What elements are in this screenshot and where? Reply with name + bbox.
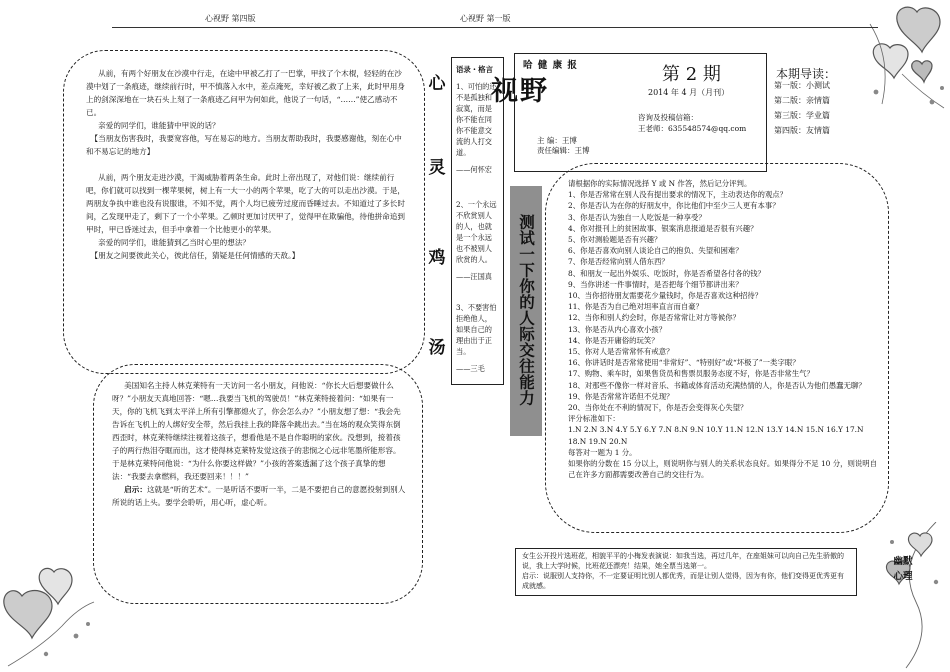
- quiz-question: 18、对那些不像你一样对音乐、书籍或体育活动充满热情的人，你是否认为他们愚蠢无聊？: [568, 380, 866, 390]
- masthead-slogan: 哈 健 康 报: [523, 60, 578, 71]
- quiz-question: 20、当你处在不利的情况下，你是否会变得灰心失望？: [568, 403, 748, 413]
- quiz-question: 5、你对测验题是否有兴趣？: [568, 235, 662, 245]
- quiz-question: 15、你对人是否常常怀有戒意？: [568, 347, 674, 357]
- story2-moral: [112, 483, 408, 509]
- humor-moral: 启示：说服别人支持你，不一定要证明比别人都优秀，而是让别人觉得，因为有你，他们变得更优秀更有成就感。: [522, 572, 844, 590]
- guide-item-1: 第一版：小测试: [774, 81, 830, 90]
- left-page-header: 心视野 第四版: [205, 14, 256, 23]
- quote-3-text: 3、不要害怕拒绝他人，如果自己的理由出于正当。: [456, 303, 497, 356]
- quote-2-author: ——汪国真: [456, 272, 492, 281]
- quiz-question: 12、当你和别人约会时，你是否常常让对方等候你？: [568, 313, 741, 323]
- guide-item-4: 第四版：友情篇: [774, 126, 830, 135]
- story2-moral-label: 启示：: [124, 485, 147, 494]
- story-box-1: [63, 50, 425, 374]
- story1-paragraph-1: 从前，有两个好朋友在沙漠中行走，在途中甲被乙打了一巴掌，甲找了个木棍，轻轻的在沙漠中划了一条痕迹，继续前行时，甲不慎落入水中，差点淹死，幸好被乙救了上来，此时甲用身上的剑深深地在一块石头上刻了一条痕迹乙问甲为何如此，他说了一句话，“……”使乙感动不已。: [86, 69, 405, 117]
- soup-char-1: 心: [428, 74, 446, 94]
- guide-item-3: 第三版：学业篇: [774, 111, 830, 120]
- contact-email: 王老师：635548574@qq.com: [638, 124, 747, 133]
- quiz-intro: 请根据你的实际情况选择 Y 或 N 作答，然后记分评判。: [568, 179, 752, 188]
- chief-editor: 主 编：王博: [537, 136, 577, 145]
- issue-date: 2014 年 4 月（月刊）: [648, 88, 730, 97]
- quiz-result: 如果你的分数在 15 分以上，则说明你与别人的关系状态良好。如果得分不足 10 分，则说明自己在许多方面都需要改善自己的交往行为。: [568, 459, 878, 480]
- quote-3-author: ——三毛: [456, 364, 485, 373]
- quiz-question: 4、你对报刊上的贫困故事、银案消息报道是否很有兴趣？: [568, 223, 758, 233]
- quiz-question: 3、你是否认为独自一人吃饭是一种享受？: [568, 212, 706, 222]
- masthead-title: 视野: [491, 76, 549, 107]
- responsible-editor: 责任编辑：王博: [537, 146, 590, 155]
- quiz-scoring-key: 1.N 2.N 3.N 4.Y 5.Y 6.Y 7.N 8.N 9.N 10.Y 11.N 12.N 13.Y 14.N 15.N 16.Y 17.N 18.N 19.N 20.N: [568, 425, 864, 446]
- quiz-question: 2、你是否认为在你的好朋友中，你比他们中至少三人更有本事？: [568, 201, 780, 211]
- right-page-header: 心视野 第一版: [460, 14, 511, 23]
- quiz-question: 8、和朋友一起出外娱乐、吃饭时，你是否希望各付各的钱？: [568, 268, 765, 278]
- quiz-question: 19、你是否常常许诺但不兑现？: [568, 391, 674, 401]
- header-rule: [112, 27, 878, 28]
- story2-paragraph: 美国知名主持人林克莱特有一天访问一名小朋友，问他说：“你长大后想要做什么呀？”小朋友天真地回答：“嗯…我要当飞机的驾驶员！”林克莱特接着问：“如果有一天，你的飞机飞到太平洋上所有引擎都熄火了，你会怎么办？”小朋友想了想：“我会先告诉在飞机上的人绑好安全带，然后我挂上我的降落伞跳出去。”当在场的观众笑得东倒西歪时，林克莱特继续注视着这孩子，想看他是不是自作聪明的家伙。没想到，接着孩子的两行热泪夺眶而出，这才使得林克莱特发觉这孩子的悲悯之心远非笔墨所能形容。于是林克莱特问他说：“为什么你要这样做？”小孩的答案透漏了这个孩子真挚的想法：“我要去拿燃料，我还要回来！！！”: [112, 381, 401, 481]
- quote-1-text: 1、可怕的还不是孤独和寂寞，而是你不能在同你不能意交流的人打交道。: [456, 82, 497, 157]
- quiz-title-bar: [510, 186, 542, 436]
- quotes-heading: 语录・格言: [456, 65, 493, 74]
- soup-char-3: 鸡: [428, 248, 446, 268]
- story1-answer-1: 【当朋友伤害我时，我要宽容他，写在易忘的地方。当朋友帮助我时，我要感谢他，刻在心中和不易忘记的地方】: [86, 134, 402, 156]
- quiz-question: 9、当你讲述一件事情时，是否把每个细节都讲出来？: [568, 279, 743, 289]
- story1-paragraph-2: 从前，两个朋友走进沙漠，干渴威胁着两条生命。此时上帝出现了，对他们说：继续前行吧，你们就可以找到一棵苹果树，树上有一大一小的两个苹果，吃了大的可以走出沙漠。于是，两朋友争执中谁也没有说服谁，不知不觉，两个人均已疲劳过度而昏睡过去。不知道过了多长时间，乙发现甲走了，剩下了一个小苹果。乙顿时更加讨厌甲了，觉得甲在欺骗他，待他拼命追到甲时，甲已昏迷过去，但手中拿着一个比他更小的苹果。: [86, 173, 405, 234]
- story1-question-2: 亲爱的同学们，谁能猜到乙当时心里的想法？: [98, 238, 251, 247]
- quiz-question: 11、你是否为自己绝对坦率直言而自豪？: [568, 302, 704, 312]
- quiz-scoring-label: 评分标准如下：: [568, 414, 620, 424]
- story-box-2: [93, 364, 423, 604]
- quiz-question: 16、你讲话时是否常常使用“非常好”、“特别好”或“坏极了”一类字眼？: [568, 358, 800, 368]
- quiz-title: 测试一下你的人际交往能力: [517, 214, 536, 406]
- issue-number: 第 2 期: [662, 64, 721, 85]
- quiz-question: 6、你是否喜欢向别人谈论自己的抱负、失望和困难？: [568, 246, 743, 256]
- quiz-question-list: [568, 189, 878, 413]
- masthead: [491, 53, 767, 172]
- quiz-question: 14、你是否开庸俗的玩笑？: [568, 335, 659, 345]
- humor-box: [515, 548, 857, 596]
- quiz-question: 17、购物、乘车时，如果售货员和售票员服务态度不好，你是否非常生气？: [568, 369, 814, 379]
- soup-char-2: 灵: [428, 158, 446, 178]
- soup-char-4: 汤: [428, 338, 446, 358]
- guide-heading: 本期导读：: [776, 67, 837, 81]
- heart-decoration-bottom-left: [2, 566, 98, 670]
- quiz-question: 10、当你招待朋友需要花少量钱时，你是否喜欢这种招待？: [568, 291, 763, 301]
- heart-decoration-top-right: [862, 4, 948, 116]
- quiz-question: 1、你是否常常在别人没有提出要求的情况下，主动表达你的观点？: [568, 190, 788, 200]
- heart-decoration-bottom-right: [876, 522, 950, 672]
- quote-2-text: 2、一个永远不欣赏别人的人，也就是一个永远也不被别人欣赏的人。: [456, 200, 497, 264]
- humor-label: 幽默心理: [893, 556, 913, 582]
- humor-text: 女生公开投片选班花，相貌平平的小梅发表演说：如我当选，再过几年，在座姐妹可以向自己先生骄傲的说，我上大学时候，比班花还漂亮！结果，她全票当选第一。: [522, 552, 844, 570]
- story1-question-1: 亲爱的同学们，谁能猜中甲说的话？: [98, 121, 220, 130]
- contact-label: 咨询及投稿信箱：: [638, 113, 698, 122]
- quiz-question: 7、你是否经常向别人借东西？: [568, 257, 669, 267]
- quiz-scoring-rule: 每答对一题为 1 分。: [568, 447, 637, 457]
- quote-1-author: ——何怀宏: [456, 165, 492, 174]
- story1-answer-2: 【朋友之间要彼此关心，彼此信任，猜疑是任何情感的天敌。】: [90, 251, 300, 260]
- quiz-box: [545, 163, 889, 533]
- guide-item-2: 第二版：亲情篇: [774, 96, 830, 105]
- quiz-question: 13、你是否从内心喜欢小孩？: [568, 324, 667, 334]
- story2-moral-text: 这就是“听的艺术”。一是听话不要听一半，二是不要把自己的意愿投射到别人所说的话上头。要学会聆听，用心听，虚心听。: [112, 485, 406, 507]
